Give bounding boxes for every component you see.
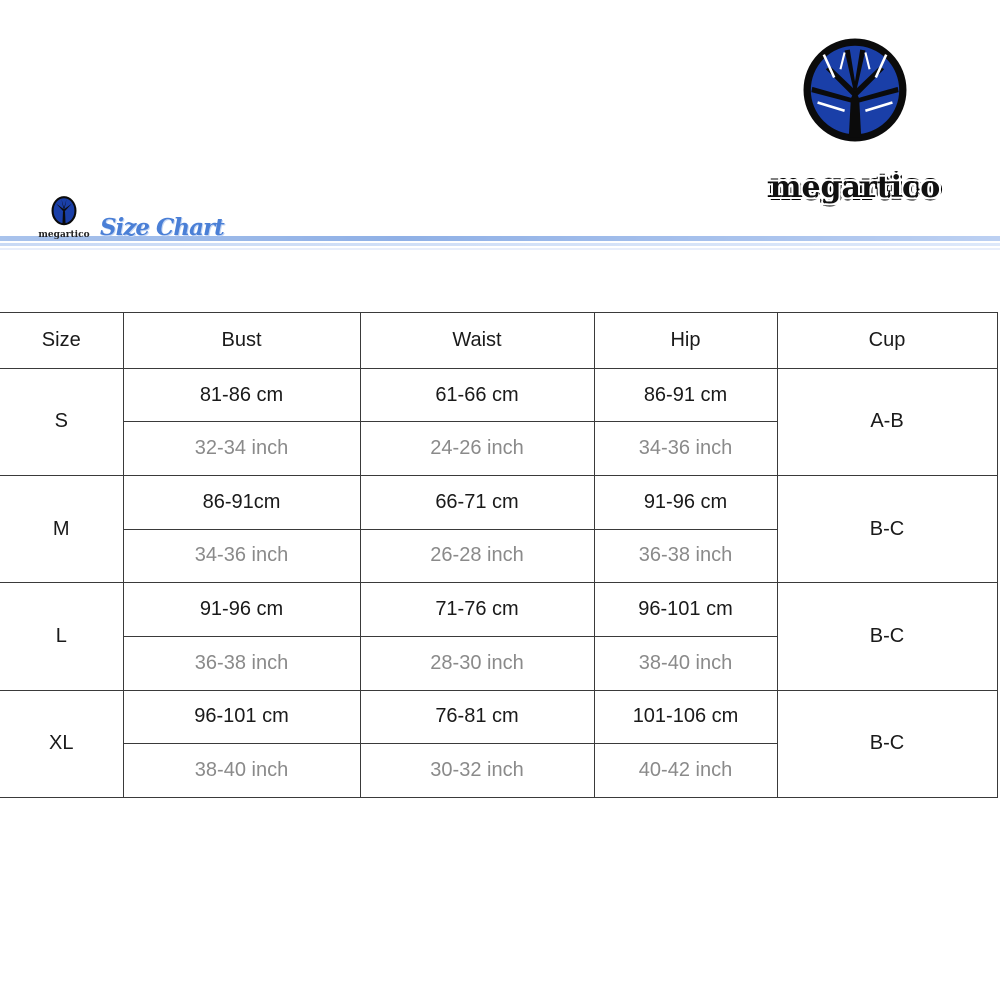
hip-cm-cell: 101-106 cm bbox=[594, 690, 777, 744]
waist-inch-cell: 30-32 inch bbox=[360, 744, 594, 798]
small-tree-emblem-icon bbox=[51, 196, 77, 228]
waist-cm-cell: 71-76 cm bbox=[360, 583, 594, 637]
size-cell: L bbox=[0, 583, 123, 690]
waist-cm-cell: 76-81 cm bbox=[360, 690, 594, 744]
table-row bbox=[0, 368, 997, 422]
bust-cm-cell: 91-96 cm bbox=[123, 583, 360, 637]
table-row bbox=[0, 690, 997, 744]
bust-cm-cell: 96-101 cm bbox=[123, 690, 360, 744]
hip-inch-cell: 38-40 inch bbox=[594, 636, 777, 690]
cup-cell: B-C bbox=[777, 476, 997, 583]
brand-wordmark: megartico bbox=[769, 170, 941, 205]
column-header-cup: Cup bbox=[777, 313, 997, 369]
bust-inch-cell: 32-34 inch bbox=[123, 422, 360, 476]
waist-cm-cell: 66-71 cm bbox=[360, 476, 594, 530]
bust-inch-cell: 34-36 inch bbox=[123, 529, 360, 583]
column-header-waist: Waist bbox=[360, 313, 594, 369]
column-header-size: Size bbox=[0, 313, 123, 369]
size-cell: M bbox=[0, 476, 123, 583]
hip-inch-cell: 36-38 inch bbox=[594, 529, 777, 583]
waist-inch-cell: 28-30 inch bbox=[360, 636, 594, 690]
hip-inch-cell: 34-36 inch bbox=[594, 422, 777, 476]
table-row bbox=[0, 583, 997, 637]
column-header-bust: Bust bbox=[123, 313, 360, 369]
table-header-row bbox=[0, 313, 997, 369]
size-cell: XL bbox=[0, 690, 123, 797]
bust-cm-cell: 81-86 cm bbox=[123, 368, 360, 422]
waist-inch-cell: 24-26 inch bbox=[360, 422, 594, 476]
bust-cm-cell: 86-91cm bbox=[123, 476, 360, 530]
column-header-hip: Hip bbox=[594, 313, 777, 369]
bust-inch-cell: 38-40 inch bbox=[123, 744, 360, 798]
hip-cm-cell: 86-91 cm bbox=[594, 368, 777, 422]
size-chart-title: Size Chart bbox=[100, 214, 224, 241]
tree-emblem-icon bbox=[803, 38, 907, 142]
waist-cm-cell: 61-66 cm bbox=[360, 368, 594, 422]
brand-logo bbox=[765, 38, 945, 205]
small-brand-logo bbox=[38, 196, 90, 246]
size-chart-table bbox=[0, 312, 998, 798]
bust-inch-cell: 36-38 inch bbox=[123, 636, 360, 690]
cup-cell: A-B bbox=[777, 368, 997, 475]
cup-cell: B-C bbox=[777, 690, 997, 797]
small-brand-wordmark: megartico bbox=[38, 230, 90, 240]
hip-cm-cell: 91-96 cm bbox=[594, 476, 777, 530]
hip-inch-cell: 40-42 inch bbox=[594, 744, 777, 798]
cup-cell: B-C bbox=[777, 583, 997, 690]
hip-cm-cell: 96-101 cm bbox=[594, 583, 777, 637]
waist-inch-cell: 26-28 inch bbox=[360, 529, 594, 583]
table-row bbox=[0, 476, 997, 530]
size-cell: S bbox=[0, 368, 123, 475]
